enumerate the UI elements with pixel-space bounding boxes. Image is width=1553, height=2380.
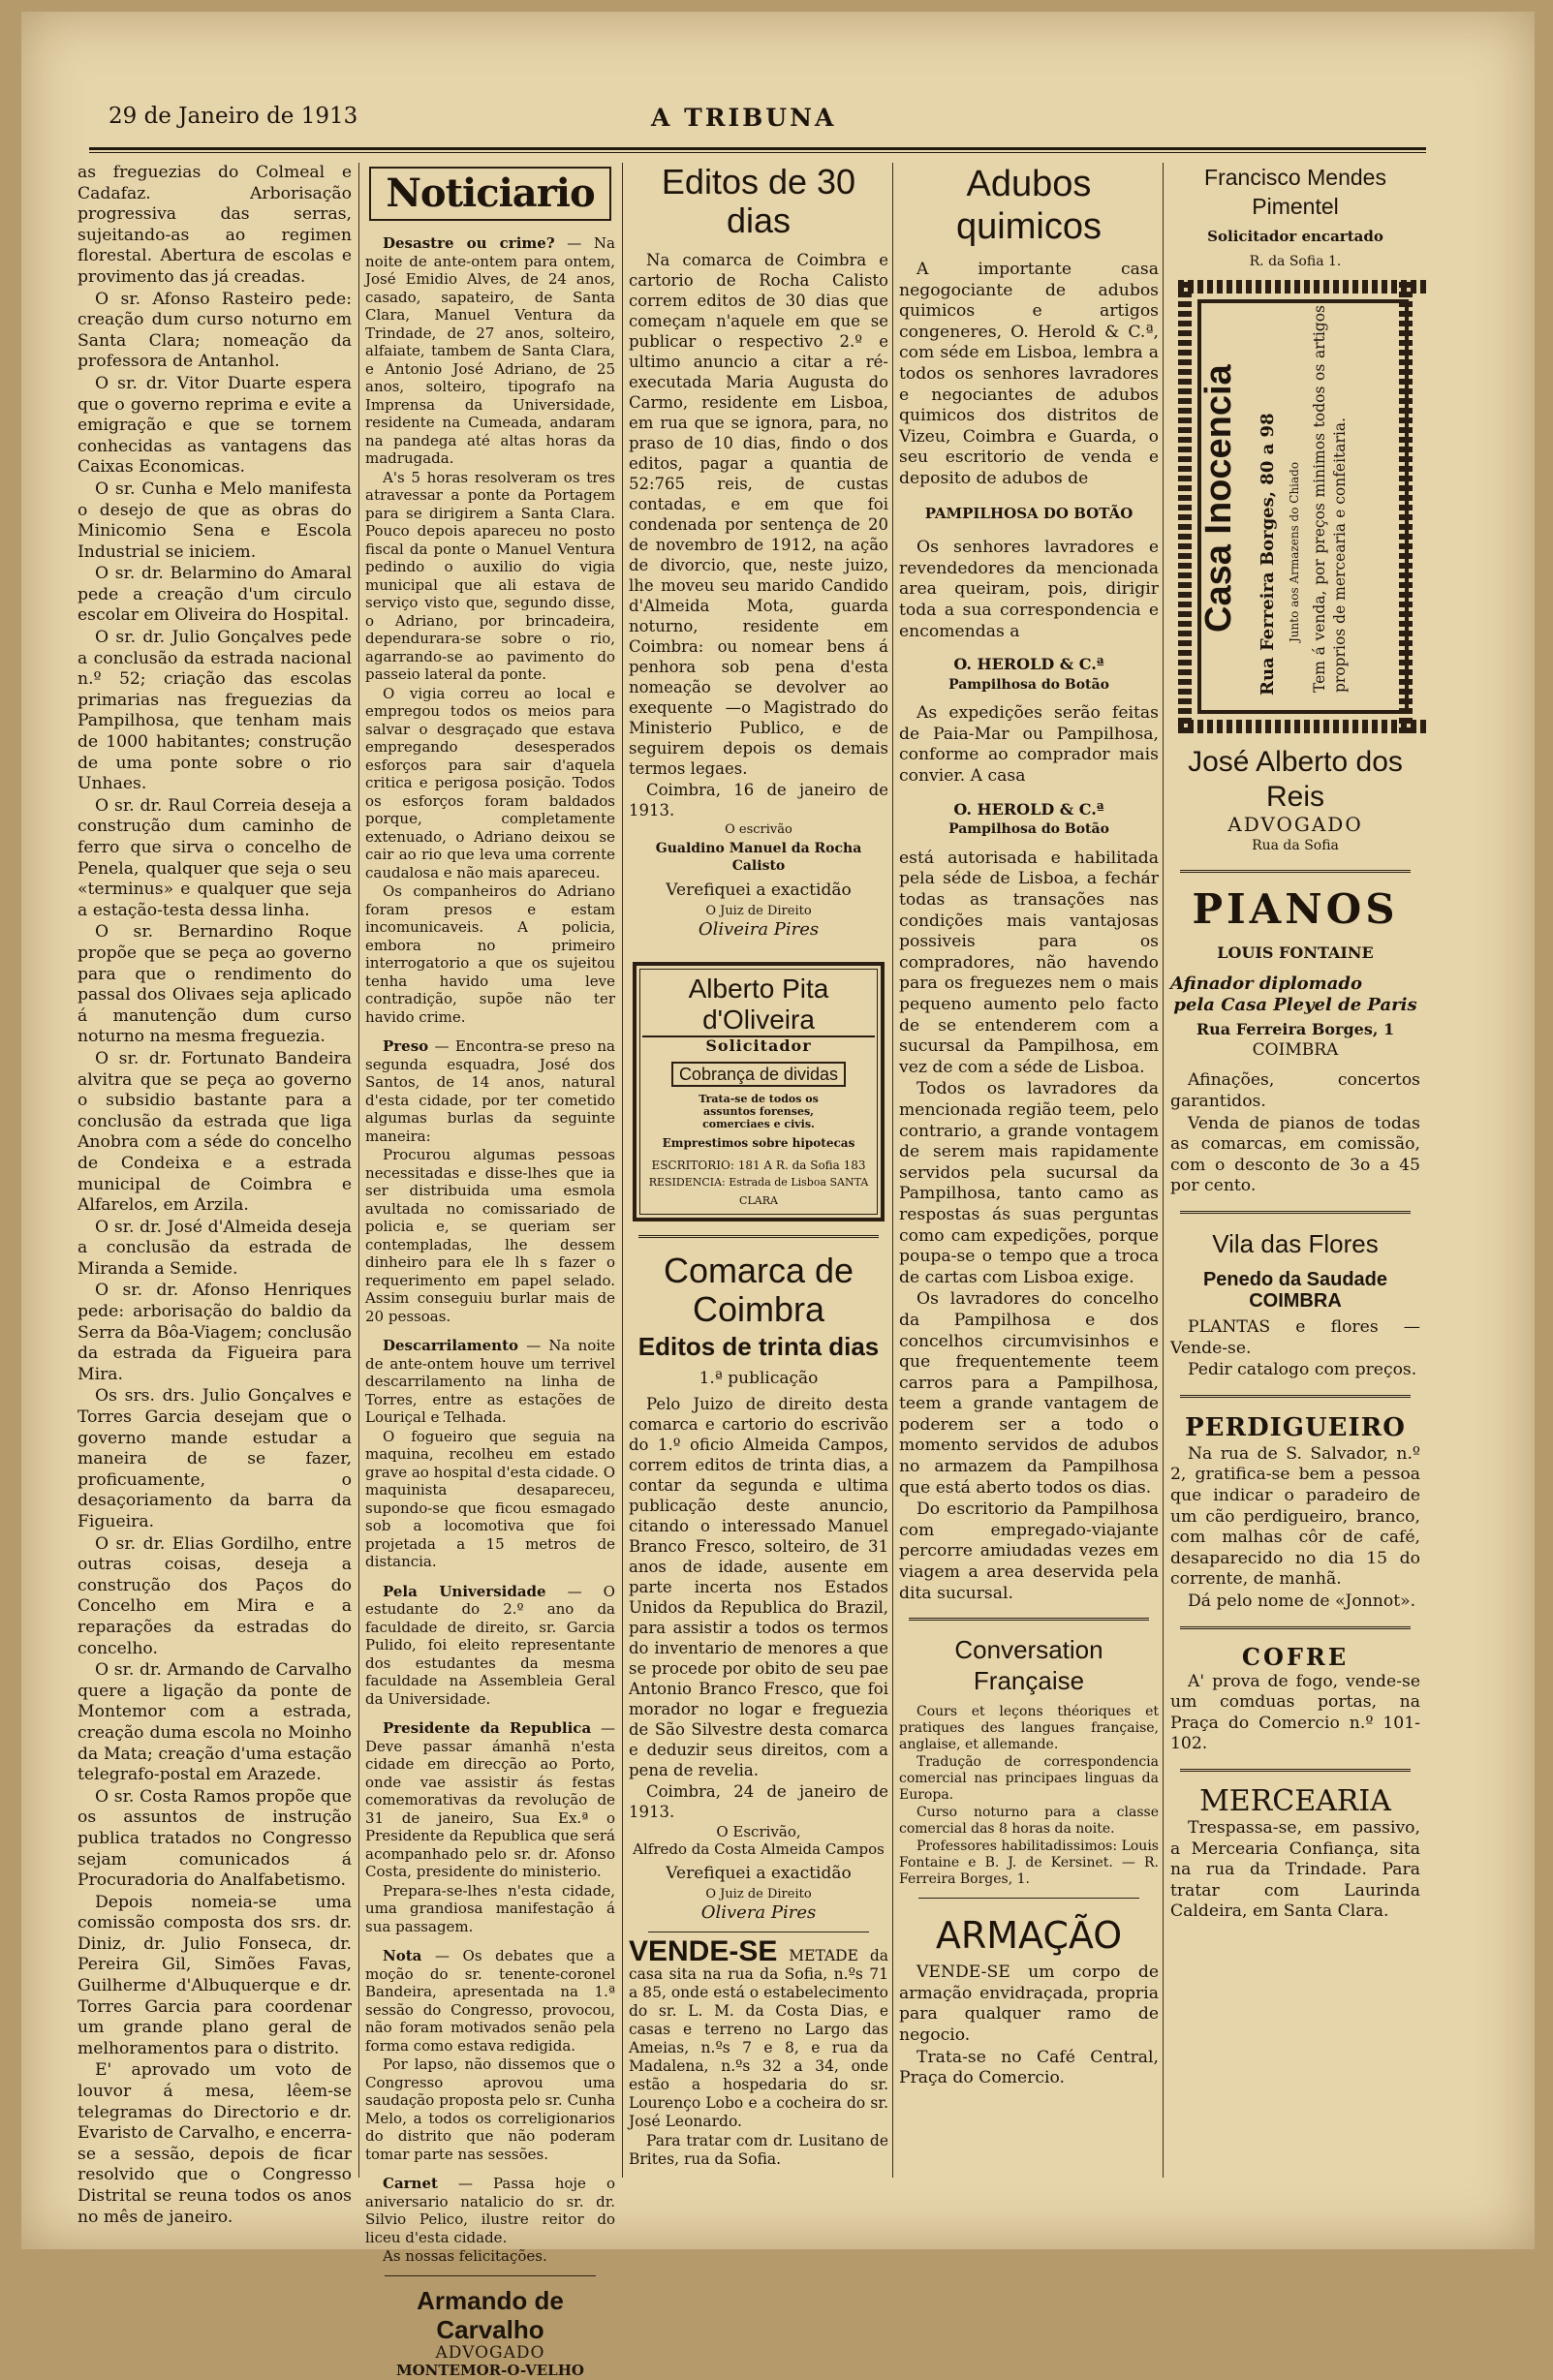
- news-item: [365, 1037, 615, 1145]
- herold-firm: O. HEROLD & C.ª: [953, 655, 1104, 674]
- news-item: [365, 2055, 615, 2163]
- divider: [1180, 1626, 1411, 1629]
- herold-place: Pampilhosa do Botão: [948, 676, 1109, 693]
- news-text: Prepara-se-lhes n'esta cidade, uma grandiosa manifestação á sua passagem.: [365, 1881, 615, 1935]
- cofre-text: A' prova de fogo, vende-se um comduas portas, na Praça do Comercio n.º 101-102.: [1170, 1671, 1420, 1754]
- congress-paragraph: O sr. Cunha e Melo manifesta o desejo de que as obras do Minicomio Sena e Escola Industrial se iniciem.: [78, 479, 352, 562]
- congress-paragraph: O sr. dr. Raul Correia deseja a construção dum caminho de ferro que sirva o concelho de Penela, qualquer que seja o seu «terminus» e qualquer que seja a estação-testa dessa linha.: [78, 795, 352, 920]
- perdigueiro-text: Na rua de S. Salvador, n.º 2, gratifica-se bem a pessoa que indicar o paradeiro de um cão perdigueiro, branco, com malhas côr de café, desaparecido no dia 15 do corrente, de manhã.: [1170, 1443, 1420, 1590]
- pita-name: Alberto Pita d'Oliveira: [642, 974, 875, 1037]
- herold-firm-2: O. HEROLD & C.ª: [953, 799, 1104, 819]
- escrivao2-label: O Escrivão,: [716, 1822, 801, 1840]
- congress-paragraph: O sr. dr. Elias Gordilho, entre outras coisas, deseja a construção dos Paços do Concelho em Mira e a reparações da estradas do concelho.: [78, 1533, 352, 1658]
- ornament-border: [1178, 280, 1192, 733]
- newspaper-page: [21, 12, 1535, 2379]
- juiz2-label: O Juiz de Direito: [705, 1887, 812, 1901]
- ad-place: MONTEMOR-O-VELHO: [396, 2362, 584, 2379]
- news-headline: Desastre ou crime?: [383, 234, 555, 252]
- divider: [1180, 1769, 1411, 1772]
- news-text: — Na noite de ante-ontem para ontem, José Emidio Alves, de 24 anos, casado, sapateiro, de Santa Clara, Manuel Ventura da Trindade, de 27 anos, solteiro, alfaiate, tambem de Santa Clara, e Antonio José Adriano, de 25 anos, solteiro, tipografo na Imprensa da Universidade, residente na Cumeada, andaram na pandega até altas horas da madrugada.: [365, 234, 615, 467]
- congress-paragraph: O sr. dr. José d'Almeida deseja a conclusão da estrada de Miranda a Semide.: [78, 1217, 352, 1279]
- news-text: — Deve passar ámanhã n'esta cidade em direcção ao Porto, onde vae assistir ás festas comemorativas da revolução de 31 de janeiro, Sua Ex.ª o Presidente da Republica que será acompanhado pelo sr. dr. Afonso Costa, presidente do ministerio.: [365, 1719, 615, 1880]
- pianos-owner: LOUIS FONTAINE: [1217, 943, 1374, 963]
- header-date: 29 de Janeiro de 1913: [109, 104, 358, 129]
- conversation-ad: [899, 1704, 1159, 1888]
- congress-paragraph: O sr. dr. Julio Gonçalves pede a conclusão da estrada nacional n.º 52; criação das escolas primarias nas freguezias da Pampilhosa, que tenham mais de 1000 habitantes; construção de uma ponte sobre o rio Unhaes.: [78, 628, 352, 794]
- noticiario-title: Noticiario: [386, 170, 595, 216]
- ad-role: ADVOGADO: [435, 2342, 545, 2363]
- news-items: [365, 234, 615, 2266]
- armacao-contact: Trata-se no Café Central, Praça do Comercio.: [899, 2047, 1159, 2088]
- news-text: O vigia correu ao local e empregou todos os meios para salvar o desgraçado que estava empregando desesperados esforços para sair d'aquela critica e perigosa posição. Todos os esforços foram baldados porque, completamente extenuado, o Adriano deixou se cair ao rio que leva uma corrente caudalosa e não mais apareceu.: [365, 684, 615, 881]
- editos-title: Editos de 30 dias: [661, 162, 856, 240]
- news-item: [365, 1428, 615, 1571]
- pita-residencia: RESIDENCIA: Estrada de Lisboa SANTA CLARA: [648, 1176, 869, 1207]
- adubos-p3: As expedições serão feitas de Paia-Mar ou Pampilhosa, conforme ao comprador mais convier. A casa: [899, 703, 1159, 787]
- news-item: [365, 234, 615, 468]
- vende-text: METADE da casa sita na rua da Sofia, n.ºs 71 a 85, onde está o estabelecimento do sr. L. M. da Costa Dias, e casas e terreno no Largo das Ameias, n.ºs 7 e 8, e rua da Madalena, n.ºs 32 a 34, onde estão a hospedaria do sr. Lourenço Lobo e a cocheira do sr. José Leonardo.: [629, 1947, 888, 2130]
- news-headline: Pela Universidade: [383, 1582, 546, 1600]
- news-text: O fogueiro que seguia na maquina, recolheu em estado grave ao hospital d'esta cidade. O maquinista desapareceu, supondo-se que ficou esmagado sob a locomotiva que foi projetada a 15 metros de distancia.: [365, 1427, 615, 1570]
- news-item: [365, 1146, 615, 1325]
- news-text: — Passa hoje o aniversario natalicio do sr. dr. Silvio Pelico, ilustre reitor do liceu d'esta cidade.: [365, 2175, 615, 2246]
- escrivao-label: O escrivão: [725, 822, 792, 837]
- perdigueiro-name: Dá pelo nome de «Jonnot».: [1188, 1592, 1416, 1612]
- pianos-pleyel: pela Casa Pleyel de Paris: [1173, 994, 1417, 1015]
- ad-alberto-pita: [633, 962, 885, 1221]
- news-text: Procurou algumas pessoas necessitadas e disse-lhes que ia ser distribuida uma esmola avultada no comissariado de policia e, se queriam ser contempladas, lhe dessem dinheiro para ele lh s fazer o requerimento em papel selado. Assim conseguiu burlar mais de 20 pessoas.: [365, 1146, 615, 1325]
- comarca-title: Comarca de Coimbra: [663, 1251, 854, 1329]
- congress-paragraph: O sr. dr. Afonso Henriques pede: arborisação do baldio da Serra da Bôa-Viagem; conclusão da estrada da Figueira para Mira.: [78, 1281, 352, 1384]
- fmp-address: R. da Sofia 1.: [1249, 253, 1342, 269]
- news-text: — O estudante do 2.º ano da faculdade de direito, sr. Garcia Pulido, foi eleito representante dos estudantes da mesma faculdade na Assembleia Geral da Universidade.: [365, 1582, 615, 1708]
- congress-paragraph: E' aprovado um voto de louvor á mesa, lêem-se telegramas do Directorio e dr. Evaristo de Carvalho, e encerra-se a sessão, depois de ficar resolvido que o Congresso Distrital se reuna todos os anos no mês de janeiro.: [78, 2060, 352, 2227]
- armacao-text: VENDE-SE um corpo de armação envidraçada, propria para qualquer ramo de negocio.: [899, 1963, 1159, 2045]
- column-divider: [358, 163, 359, 2178]
- juiz-label: O Juiz de Direito: [705, 904, 812, 918]
- vende-head: VENDE-SE: [629, 1935, 778, 1967]
- news-item: [365, 1337, 615, 1427]
- conversation-title: Conversation Française: [954, 1635, 1103, 1696]
- ci-address2: Junto aos Armazens do Chiado: [1288, 462, 1301, 643]
- editos-trinta-title: Editos de trinta dias: [637, 1332, 880, 1361]
- news-item: [365, 469, 615, 684]
- herold-place-2: Pampilhosa do Botão: [948, 821, 1109, 838]
- editos-body: Na comarca de Coimbra e cartorio de Rocha Calisto correm editos de 30 dias que começam n'aquele em que se publicar o respectivo 2.º e ultimo anuncio a citar a ré-executada Maria Augusta do Carmo, residente em Lisboa, em rua que se ignora, para, no praso de 10 dias, findo o dos editos, pagar a quantia de 52:765 reis, de custas contadas, e em que foi condenada por sentença de 20 de novembro de 1912, na ação de divorcio, que, neste juizo, lhe moveu seu marido Candido d'Almeida Mota, guarda noturno, residente em Coimbra: ou nomear bens á penhora sob pena d'esta nomeação se devolver ao exequente —o Magistrado do Ministerio Publico, e de seguirem depois os demais termos legaes.: [629, 251, 888, 778]
- adubos-place: PAMPILHOSA DO BOTÃO: [924, 504, 1134, 522]
- noticiario-title-box: [369, 167, 611, 221]
- column-divider: [892, 163, 893, 2178]
- conversation-p1: Cours et leçons théoriques et pratiques des langues française, anglaise, et allemande.: [899, 1704, 1159, 1753]
- news-item: [365, 685, 615, 882]
- jar-role: ADVOGADO: [1227, 813, 1363, 837]
- pianos-address: Rua Ferreira Borges, 1: [1196, 1020, 1395, 1039]
- news-headline: Nota: [383, 1947, 422, 1964]
- news-headline: Preso: [383, 1037, 429, 1055]
- divider: [909, 1618, 1149, 1621]
- mercearia-text: Trespassa-se, em passivo, a Mercearia Confiança, sita na rua da Trindade. Para tratar com Laurinda Caldeira, em Santa Clara.: [1170, 1818, 1420, 1922]
- ad-casa-inocencia: [1178, 280, 1413, 733]
- casa-inocencia-rotated-text: [1198, 303, 1429, 708]
- editos-date: Coimbra, 16 de janeiro de 1913.: [629, 781, 888, 819]
- column-divider: [1163, 163, 1164, 2178]
- editos2-body: Pelo Juizo de direito desta comarca e cartorio do escrivão do 1.º oficio Almeida Campos, correm editos de trinta dias, a contar da segunda e ultima publicação deste anuncio, citando o interessado Manuel Branco Fresco, solteiro, de 31 anos de idade, ausente em parte incerta nos Estados Unidos da Republica do Brazil, para assistir a todos os termos do inventario de menores a que se procede por obito de seu pae Antonio Branco Fresco, que foi morador no logar e freguezia de São Silvestre desta comarca e deduzir seus direitos, com a pena de revelia.: [629, 1394, 888, 1779]
- armacao-title: ARMAÇÃO: [935, 1914, 1123, 1958]
- news-text: — Os debates que a moção do sr. tenente-coronel Bandeira, apresentada na 1.ª sessão do Congresso, provocou, não foram motivados senão pela forma como estava redigida.: [365, 1947, 615, 2055]
- pita-role: Solicitador: [705, 1036, 812, 1055]
- pita-cobranca: Cobrança de dividas: [671, 1062, 846, 1088]
- perdigueiro-title: PERDIGUEIRO: [1185, 1412, 1406, 1442]
- congress-paragraph: O sr. dr. Vitor Duarte espera que o governo reprima e evite a emigração e que se tornem conhecidas as vantagens das Caixas Economicas.: [78, 373, 352, 478]
- fmp-name: Francisco Mendes Pimentel: [1204, 165, 1386, 219]
- column-congress-report: [78, 163, 352, 2227]
- news-item: [365, 1583, 615, 1709]
- verif-line: Verefiquei a exactidão: [666, 880, 852, 900]
- news-item: [365, 1719, 615, 1881]
- column-noticiario: [365, 163, 615, 2379]
- congress-paragraph: O sr. dr. Belarmino do Amaral pede a creação d'um circulo escolar em Oliveira do Hospital.: [78, 564, 352, 626]
- conversation-p2: Tradução de correspondencia comercial nas principaes linguas da Europa.: [899, 1754, 1159, 1804]
- divider: [1180, 1211, 1411, 1214]
- news-item: [365, 1947, 615, 2055]
- cofre-title: COFRE: [1241, 1642, 1350, 1671]
- congress-paragraph: O sr. dr. Armando de Carvalho quere a ligação da ponte de Montemor com a estrada, creação duma escola no Moinho da Mata; creação d'uma estação telegrafo-postal em Arazede.: [78, 1660, 352, 1785]
- news-text: — Na noite de ante-ontem houve um terrivel descarrilamento na linha de Torres, entre as estações de Louriçal e Telhada.: [365, 1337, 615, 1426]
- pita-trata: Trata-se de todos os assuntos forenses, comerciaes e civis.: [699, 1093, 819, 1130]
- divider: [385, 2275, 596, 2276]
- news-headline: Carnet: [383, 2175, 438, 2192]
- congress-paragraph: Os srs. drs. Julio Gonçalves e Torres Garcia desejam que o governo mande estudar a maneira de se fazer, proficuamente, o desaçoriamento da barra da Figueira.: [78, 1386, 352, 1531]
- jar-address: Rua da Sofia: [1252, 837, 1339, 853]
- pianos-p1: Afinações, concertos garantidos.: [1170, 1070, 1420, 1111]
- mercearia-title: MERCEARIA: [1199, 1784, 1391, 1818]
- pianos-p2: Venda de pianos de todas as comarcas, em comissão, com o desconto de 3o a 45 por cento.: [1170, 1113, 1420, 1196]
- jar-name: José Alberto dos Reis: [1188, 746, 1403, 814]
- column-editais: [629, 163, 888, 2182]
- news-headline: Presidente da Republica: [383, 1719, 592, 1737]
- juiz-name: Oliveira Pires: [698, 918, 820, 940]
- publicacao-label: 1.ª publicação: [699, 1369, 819, 1388]
- news-text: Os companheiros do Adriano foram presos e estam incomunicaveis. A policia, embora no primeiro interrogatorio a que os sujeitou tenha havido uma leve contradição, supõe não ter havido crime.: [365, 882, 615, 1026]
- congress-paragraph: O sr. Afonso Rasteiro pede: creação dum curso noturno em Santa Clara; nomeação da professora de Antanhol.: [78, 289, 352, 372]
- fmp-role: Solicitador encartado: [1207, 228, 1383, 245]
- vila-flores-p2: Pedir catalogo com preços.: [1188, 1360, 1417, 1380]
- header-rule: [89, 147, 1426, 150]
- conversation-p4: Professores habilitadissimos: Louis Fontaine e B. J. de Kersinet. — R. Ferreira Borges, 1.: [899, 1839, 1159, 1888]
- news-item: [365, 2247, 615, 2266]
- divider: [918, 1898, 1139, 1899]
- adubos-p4: está autorisada e habilitada pela séde de Lisboa, a fechár todas as transações nas condições mais vantajosas possiveis para os compradores, não havendo para os freguezes nem o mais pequeno aumento pelo facto de se entenderem com a sucursal da Pampilhosa, em vez de com a séde de Lisboa.: [899, 848, 1159, 1077]
- ad-armando-carvalho: [365, 2286, 615, 2380]
- ci-address: Rua Ferreira Borges, 80 a 98: [1258, 413, 1278, 696]
- congress-paragraph: O sr. Bernardino Roque propõe que se peça ao governo para que o rendimento do passal dos Olivaes seja aplicado á manutenção dum curso noturno na mesma freguezia.: [78, 922, 352, 1047]
- ornament-border: [1178, 720, 1428, 733]
- pianos-city: COIMBRA: [1252, 1039, 1339, 1060]
- news-item: [365, 2175, 615, 2246]
- congress-paragraph: O sr. dr. Fortunato Bandeira alvitra que se peça ao governo o subsidio bastante para a conclusão da estrada que liga Anobra com a séde do concelho de Condeixa e a estrada municipal de Coimbra e Alfarelos, em Arzila.: [78, 1048, 352, 1216]
- header-rule-thin: [89, 152, 1426, 153]
- escrivao2-name: Alfredo da Costa Almeida Campos: [633, 1840, 885, 1858]
- ad-frame: [639, 969, 878, 1215]
- vila-flores-title: Vila das Flores: [1212, 1228, 1379, 1258]
- news-item: [365, 882, 615, 1026]
- conversation-p3: Curso noturno para a classe comercial das 8 horas da noite.: [899, 1805, 1159, 1838]
- newspaper-title: A TRIBUNA: [651, 104, 837, 132]
- adubos-title: Adubos quimicos: [956, 164, 1102, 247]
- editos2-date: Coimbra, 24 de janeiro de 1913.: [629, 1781, 888, 1821]
- column-divider: [622, 163, 623, 2178]
- news-text: — Encontra-se preso na segunda esquadra, José dos Santos, de 14 anos, natural d'esta cidade, por ter cometido algumas burlas da seguinte maneira:: [365, 1037, 615, 1145]
- adubos-p5: Todos os lavradores da mencionada região teem, pelo contrario, a grande vontagem de serem mais rapidamente servidos pela sucursal da Pampilhosa, tanto camo as respostas ás suas perguntas como cam expedições, porque poupa-se o tempo que a troca de cartas com Lisboa exige.: [899, 1079, 1159, 1287]
- ornament-border: [1178, 280, 1428, 294]
- congress-paragraph: Depois nomeia-se uma comissão composta dos srs. dr. Diniz, dr. Julio Fonseca, dr. Pereira Gil, Simões Favas, Guilherme d'Albuquerque e dr. Torres Garcia para coordenar um grande plano geral de melhoramentos para o distrito.: [78, 1892, 352, 2058]
- vende-contact: Para tratar com dr. Lusitano de Brites, rua da Sofia.: [629, 2132, 888, 2168]
- adubos-p7: Do escritorio da Pampilhosa com empregado-viajante percorre amiudadas vezes em viagem a area deservida pela dita sucursal.: [899, 1499, 1159, 1603]
- pianos-title: PIANOS: [1192, 885, 1399, 934]
- news-text: As nossas felicitações.: [383, 2247, 547, 2265]
- pita-escritorio: ESCRITORIO: 181 A R. da Sofia 183: [651, 1158, 866, 1172]
- news-headline: Descarrilamento: [383, 1337, 519, 1354]
- divider: [638, 1235, 879, 1238]
- ad-name: Armando de Carvalho: [417, 2285, 564, 2344]
- congress-paragraph: as freguezias do Colmeal e Cadafaz. Arborisação progressiva das serras, sujeitando-as ao regimen florestal. Abertura de escolas e provimento das já creadas.: [78, 163, 352, 287]
- column-anuncios: [1170, 163, 1420, 2182]
- vila-flores-place: Penedo da Saudade COIMBRA: [1202, 1268, 1388, 1312]
- ci-name: Casa Inocencia: [1198, 364, 1239, 634]
- news-text: Por lapso, não dissemos que o Congresso aprovou uma saudação proposta pelo sr. Cunha Melo, a todos os correligionarios do distrito que não poderam tomar parte nas sessões.: [365, 2055, 615, 2163]
- adubos-p2: Os senhores lavradores e revendedores da mencionada area queiram, pois, dirigir toda a sua correspondencia e encomendas a: [899, 538, 1159, 641]
- column-adubos: [899, 163, 1159, 2182]
- congress-paragraph: O sr. Costa Ramos propõe que os assuntos de instrução publica tratados no Congresso sejam comunicados á Procuradoria do Analfabetismo.: [78, 1786, 352, 1891]
- verif2-line: Verefiquei a exactidão: [666, 1863, 852, 1883]
- pita-emp: Emprestimos sobre hipotecas: [662, 1136, 855, 1150]
- adubos-p6: Os lavradores do concelho da Pampilhosa e dos concelhos circumvisinhos e que frequentemente teem carros para a Pampilhosa, teem a grande vantagem de poderem ser a todo o momento servidos de adubos no armazem da Pampilhosa que está aberto todos os dias.: [899, 1289, 1159, 1498]
- juiz2-name: Olivera Pires: [700, 1901, 817, 1923]
- escrivao-name: Gualdino Manuel da Rocha Calisto: [655, 840, 862, 874]
- casa-inocencia-frame: [1197, 299, 1409, 714]
- vila-flores-p1: PLANTAS e flores — Vende-se.: [1170, 1317, 1420, 1358]
- pianos-afinador: Afinador diplomado: [1170, 973, 1362, 994]
- page-header: [41, 94, 1426, 133]
- news-text: A's 5 horas resolveram os tres atravessar a ponte da Portagem para se dirigirem a Santa Clara. Pouco depois apareceu no posto fiscal da ponte o Manuel Ventura pedindo o auxilio do vigia municipal que ali estava de serviço visto que, segundo disse, o Adriano, por brincadeira, dependurara-se sobre o rio, agarrando-se ao pavimento do passeio lateral da ponte.: [365, 468, 615, 683]
- news-item: [365, 1882, 615, 1936]
- vende-ad: [629, 1935, 888, 2131]
- adubos-p1: A importante casa negogociante de adubos quimicos e artigos congeneres, O. Herold & C.ª, com séde em Lisboa, lembra a todos os senhores lavradores e negociantes de adubos quimicos dos distritos de Vizeu, Coimbra e Guarda, o seu escritorio de venda e deposito de adubos de: [899, 260, 1159, 488]
- divider: [1180, 1395, 1411, 1398]
- ci-text: Tem á venda, por preços minimos todos os artigos proprios de mercearia e confeitaria.: [1311, 305, 1349, 694]
- divider: [1180, 870, 1411, 873]
